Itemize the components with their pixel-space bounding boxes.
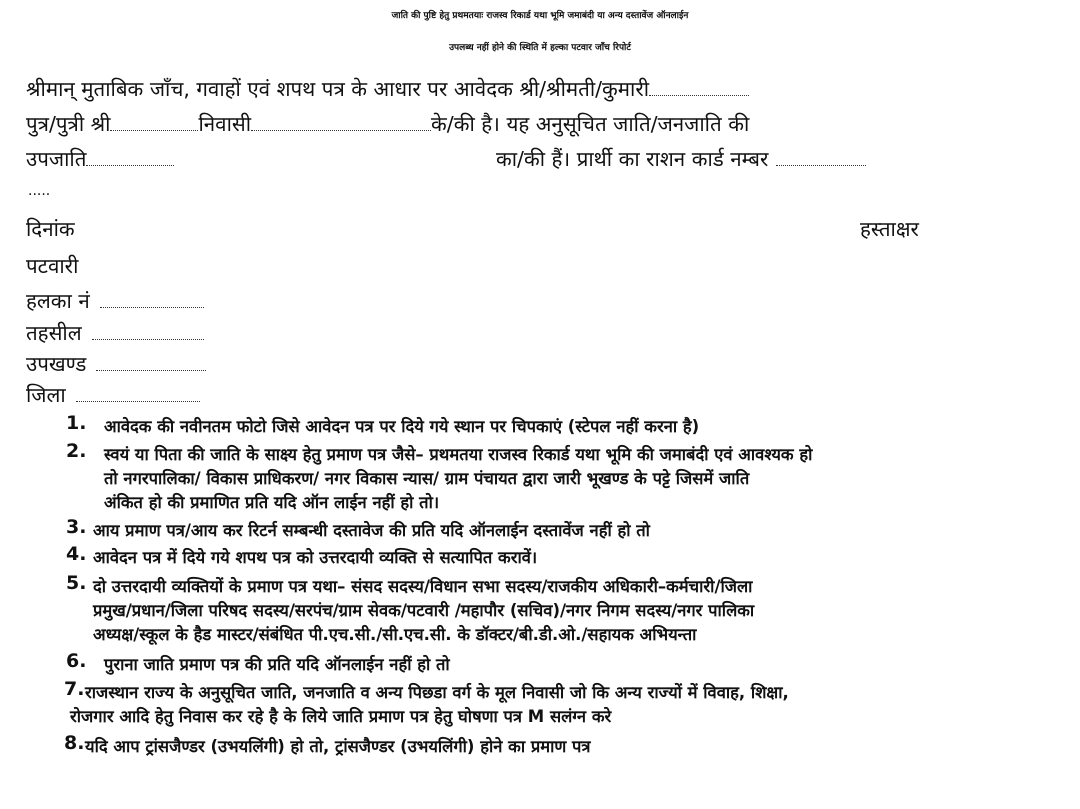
- item-4-number: 4.: [66, 543, 87, 565]
- subcaste-blank[interactable]: [86, 147, 174, 166]
- zila-row: [26, 381, 200, 409]
- item-2-line-3: अंकित हो की प्रमाणित प्रति यदि ऑन लाईन नहीं हो तो।: [104, 493, 440, 512]
- body-line-2-suffix: के/की है। यह अनुसूचित जाति/जनजाति की: [431, 112, 750, 136]
- item-5-line-2: प्रमुख/प्रधान/जिला परिषद सदस्य/सरपंच/ग्राम सेवक/पटवारी /महापौर (सचिव)/नगर निगम सदस्य/नगर पालिका: [93, 601, 755, 620]
- item-3-number: 3.: [66, 516, 87, 538]
- item-7-number: 7.: [64, 678, 85, 700]
- body-line-3-subcaste: उपजाति: [26, 147, 87, 171]
- item-2-line-1: स्वयं या पिता की जाति के साक्ष्य हेतु प्रमाण पत्र जैसे– प्रथमतया राजस्व रिकार्ड यथा भूमि की जमाबंदी एवं आवश्यक हो: [104, 445, 813, 464]
- halka-blank[interactable]: [100, 289, 204, 308]
- title-line-2: उपलब्ध नहीं होने की स्थिति में हल्का पटवार जाँच रिपोर्ट: [449, 43, 631, 53]
- tehsil-blank[interactable]: [92, 321, 204, 340]
- date-label: दिनांक: [26, 217, 75, 241]
- item-6-number: 6.: [66, 650, 87, 672]
- item-7-line-1: राजस्थान राज्य के अनुसूचित जाति, जनजाति व अन्य पिछडा वर्ग के मूल निवासी जो कि अन्य राज्यों में विवाह, शिक्षा,: [85, 683, 789, 702]
- body-line-3-ration: का/की हैं। प्रार्थी का राशन कार्ड नम्बर: [496, 147, 769, 171]
- item-5-line-1: दो उत्तरदायी व्यक्तियों के प्रमाण पत्र यथा– संसद सदस्य/विधान सभा सदस्य/राजकीय अधिकारी–कर्मचारी/जिला: [93, 577, 753, 596]
- body-line-3-left: [26, 145, 174, 173]
- item-6-line-1: पुराना जाति प्रमाण पत्र की प्रति यदि ऑनलाईन नहीं हो तो: [104, 655, 450, 674]
- signature-label: हस्ताक्षर: [860, 217, 919, 241]
- item-8-line-1: यदि आप ट्रांसजैण्डर (उभयलिंगी) हो तो, ट्रांसजैण्डर (उभयलिंगी) होने का प्रमाण पत्र: [85, 737, 591, 756]
- halka-label: हलका नं: [26, 289, 90, 313]
- upkhand-blank[interactable]: [96, 352, 206, 371]
- item-7-line-2: रोजगार आदि हेतु निवास कर रहे है के लिये जाति प्रमाण पत्र हेतु घोषणा पत्र M सलंग्न करे: [70, 707, 612, 726]
- residence-blank[interactable]: [251, 112, 431, 131]
- title-line-1: जाति की पुष्टि हेतु प्रथमतयाः राजस्व रिकार्ड यथा भूमि जमाबंदी या अन्य दस्तावेंज ऑनलाईन: [391, 11, 689, 21]
- tehsil-row: [26, 319, 204, 347]
- item-5-line-3: अध्यक्ष/स्कूल के हैड मास्टर/संबंधित पी.एच.सी./सी.एच.सी. के डॉक्टर/बी.डी.ओ./सहायक अभियन्ता: [93, 625, 697, 644]
- body-line-1: [26, 75, 749, 103]
- body-line-2: [26, 110, 749, 138]
- body-line-4: .....: [28, 183, 51, 199]
- body-line-2-resident: निवासी: [198, 112, 252, 136]
- item-8-number: 8.: [64, 732, 85, 754]
- item-2-line-2: तो नगरपालिका/ विकास प्राधिकरण/ नगर विकास न्यास/ ग्राम पंचायत द्वारा जारी भूखण्ड के पट्टे जिसमें जाति: [104, 469, 750, 488]
- item-4-line-1: आवेदन पत्र में दिये गये शपथ पत्र को उत्तरदायी व्यक्ति से सत्यापित करावें।: [93, 548, 538, 567]
- zila-label: जिला: [26, 383, 66, 407]
- father-name-blank[interactable]: [110, 112, 198, 131]
- ration-card-blank[interactable]: [776, 147, 866, 166]
- item-1-line-1: आवेदक की नवीनतम फोटो जिसे आवेदन पत्र पर दिये गये स्थान पर चिपकाएं (स्टेपल नहीं करना है): [104, 417, 700, 436]
- body-line-2-prefix: पुत्र/पुत्री श्री: [26, 112, 111, 136]
- item-1-number: 1.: [66, 412, 87, 434]
- halka-row: [26, 287, 204, 315]
- item-3-line-1: आय प्रमाण पत्र/आय कर रिटर्न सम्बन्धी दस्तावेज की प्रति यदि ऑनलाईन दस्तावेंज नहीं हो तो: [93, 521, 650, 540]
- body-line-3-right: [496, 145, 866, 173]
- item-5-number: 5.: [66, 572, 87, 594]
- body-line-1-text: श्रीमान् मुताबिक जाँच, गवाहों एवं शपथ पत्र के आधार पर आवेदक श्री/श्रीमती/कुमारी: [26, 77, 650, 101]
- zila-blank[interactable]: [76, 383, 200, 402]
- item-2-number: 2.: [66, 440, 87, 462]
- patwari-label: पटवारी: [26, 254, 79, 278]
- upkhand-label: उपखण्ड: [26, 352, 87, 376]
- upkhand-row: [26, 350, 206, 378]
- tehsil-label: तहसील: [26, 321, 82, 345]
- applicant-name-blank[interactable]: [649, 77, 749, 96]
